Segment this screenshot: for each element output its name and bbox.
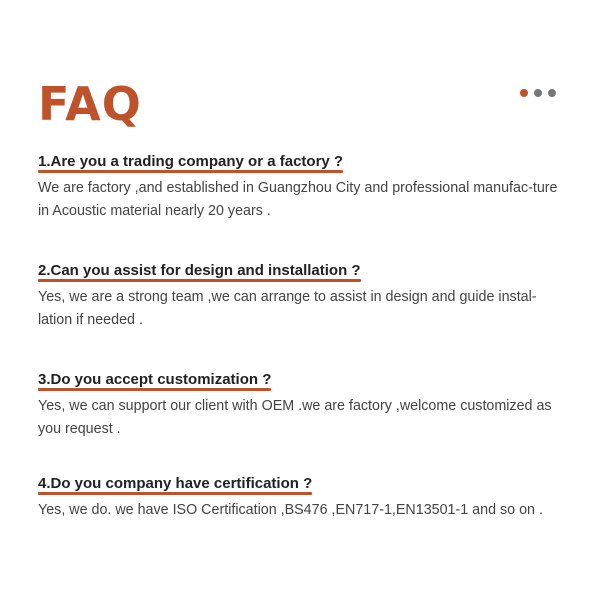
page-title: FAQ: [38, 77, 142, 131]
faq-item-4: [38, 474, 578, 522]
faq-answer-2: Yes, we are a strong team ,we can arrange to assist in design and guide instal-lation if needed .: [38, 289, 537, 328]
faq-question-4: 4.Do you company have certification ?: [38, 475, 313, 492]
faq-question-3: 3.Do you accept customization ?: [38, 371, 272, 388]
faq-question-1: 1.Are you a trading company or a factory ?: [38, 153, 344, 170]
faq-answer-3: Yes, we can support our client with OEM .we are factory ,welcome customized as you request .: [38, 398, 552, 437]
pager-dot-1[interactable]: [520, 89, 528, 97]
faq-answer-4: Yes, we do. we have ISO Certification ,BS476 ,EN717-1,EN13501-1 and so on .: [38, 502, 543, 518]
pager-dot-2[interactable]: [534, 89, 542, 97]
faq-answer-1: We are factory ,and established in Guangzhou City and professional manufac-ture in Acoustic material nearly 20 years .: [38, 180, 558, 219]
faq-question-2: 2.Can you assist for design and installation ?: [38, 262, 361, 279]
pager-dot-3[interactable]: [548, 89, 556, 97]
pager-dots: [520, 89, 556, 97]
faq-list: [38, 152, 578, 560]
faq-item-1: [38, 152, 578, 223]
faq-item-3: [38, 370, 578, 441]
faq-item-2: [38, 261, 578, 332]
